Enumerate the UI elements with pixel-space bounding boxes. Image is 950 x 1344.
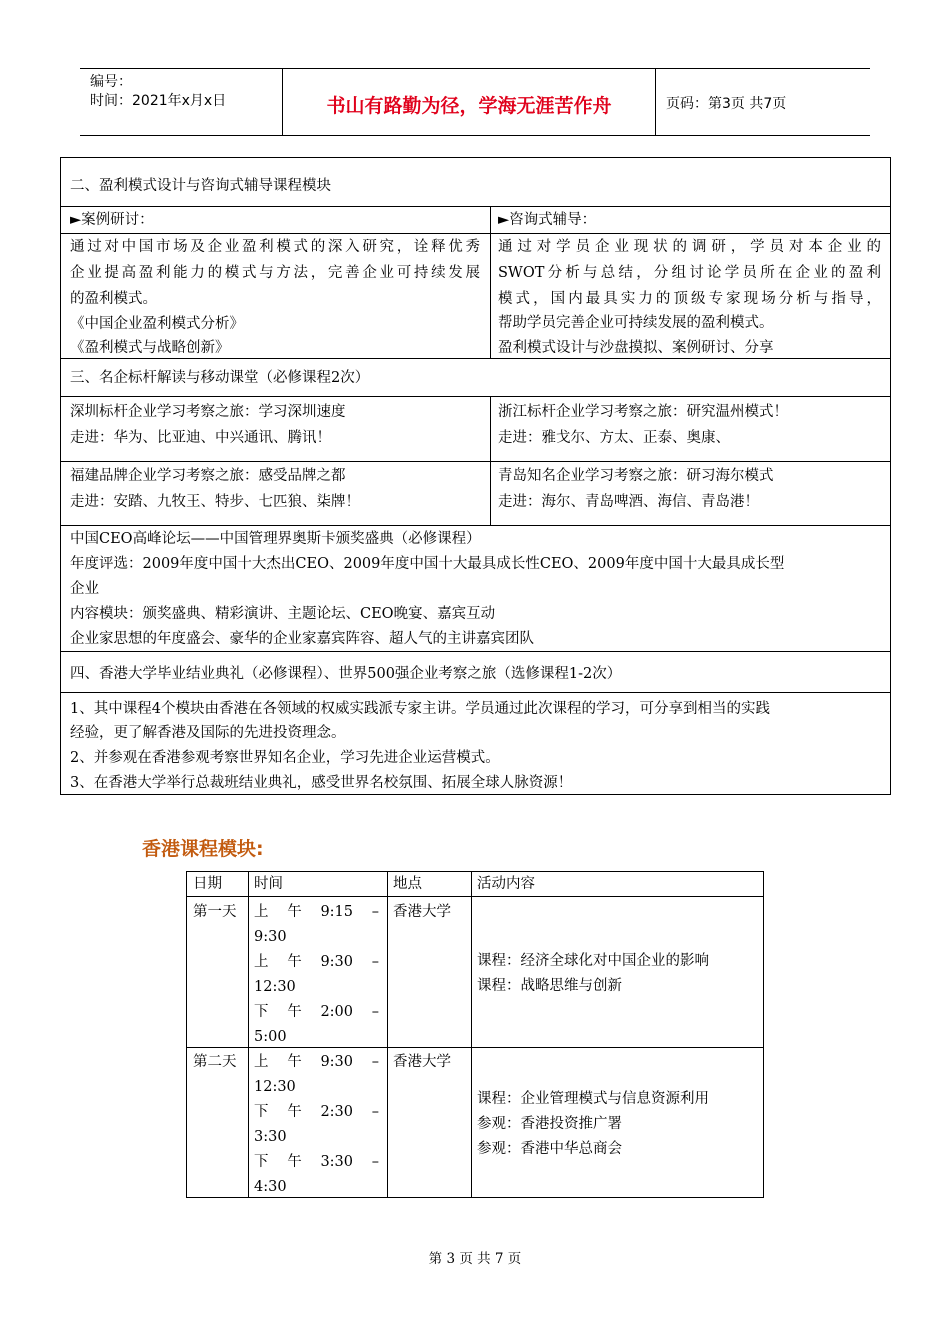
time-row: 3:30 xyxy=(254,1129,287,1145)
document-number-label: 编号： xyxy=(90,74,132,90)
activity-item: 参观：香港中华总商会 xyxy=(477,1141,622,1157)
text-line: 企业提高盈利能力的模式与方法，完善企业可持续发展 xyxy=(70,265,480,281)
trip-title: 浙江标杆企业学习考察之旅：研究温州模式！ xyxy=(498,404,788,420)
time-row: 4:30 xyxy=(254,1179,287,1195)
table-rule xyxy=(471,872,472,1197)
module4-title: 四、香港大学毕业结业典礼（必修课程）、世界500强企业考察之旅（选修课程1-2次） xyxy=(70,666,622,682)
time-row: 下 午 2:30 – xyxy=(254,1104,379,1120)
page-footer: 第 3 页 共 7 页 xyxy=(428,1251,522,1267)
book-title: 《中国企业盈利模式分析》 xyxy=(70,316,244,332)
consulting-heading: ►咨询式辅导： xyxy=(498,212,597,228)
module4-line: 经验，更了解香港及国际的先进投资理念。 xyxy=(70,725,346,741)
col-header-time: 时间 xyxy=(254,876,283,892)
time-row: 下 午 3:30 – xyxy=(254,1154,379,1170)
activity-item: 课程：经济全球化对中国企业的影响 xyxy=(477,953,709,969)
module4-line: 2、并参观在香港参观考察世界知名企业，学习先进企业运营模式。 xyxy=(70,750,500,766)
table-rule xyxy=(61,461,890,462)
time-row: 下 午 2:00 – xyxy=(254,1004,379,1020)
header-page-cell xyxy=(656,69,870,135)
table-rule xyxy=(61,692,890,693)
ceo-forum-line: 中国CEO高峰论坛——中国管理界奥斯卡颁奖盛典（必修课程） xyxy=(70,531,481,547)
text-line: 盈利模式设计与沙盘摸拟、案例研讨、分享 xyxy=(498,340,774,356)
text-line: 通过对学员企业现状的调研，学员对本企业的 xyxy=(498,239,881,255)
place-cell: 香港大学 xyxy=(393,1054,451,1070)
trip-visit: 走进：雅戈尔、方太、正泰、奥康、 xyxy=(498,430,730,446)
module4-line: 3、在香港大学举行总裁班结业典礼，感受世界名校氛围、拓展全球人脉资源！ xyxy=(70,775,573,791)
book-title: 《盈利模式与战略创新》 xyxy=(70,340,230,356)
text-line: 通过对中国市场及企业盈利模式的深入研究，诠释优秀 xyxy=(70,239,480,255)
ceo-forum-line: 内容模块：颁奖盛典、精彩演讲、主题论坛、CEO晚宴、嘉宾互动 xyxy=(70,606,496,622)
day-label: 第二天 xyxy=(193,1054,237,1070)
table-rule xyxy=(61,206,890,207)
table-rule xyxy=(248,872,249,1197)
header-meta-cell xyxy=(80,69,280,135)
table-rule xyxy=(490,206,491,358)
time-slots xyxy=(254,900,379,1050)
page-header xyxy=(80,68,870,136)
time-row: 上 午 9:30 – xyxy=(254,1054,379,1070)
activity-item: 参观：香港投资推广署 xyxy=(477,1116,622,1132)
table-rule xyxy=(61,396,890,397)
trip-title: 深圳标杆企业学习考察之旅：学习深圳速度 xyxy=(70,404,346,420)
trip-title: 青岛知名企业学习考察之旅：研习海尔模式 xyxy=(498,468,774,484)
header-motto-cell xyxy=(282,69,656,135)
trip-visit: 走进：华为、比亚迪、中兴通讯、腾讯！ xyxy=(70,430,331,446)
text-line: 的盈利模式。 xyxy=(70,291,157,307)
trip-visit: 走进：安踏、九牧王、特步、七匹狼、柒牌！ xyxy=(70,494,360,510)
time-row: 5:00 xyxy=(254,1029,287,1045)
module2-title: 二、盈利模式设计与咨询式辅导课程模块 xyxy=(70,178,331,194)
text-line: 模式，国内最具实力的顶级专家现场分析与指导， xyxy=(498,291,881,307)
time-row: 12:30 xyxy=(254,979,296,995)
table-rule xyxy=(490,396,491,525)
time-row: 12:30 xyxy=(254,1079,296,1095)
course-module-table xyxy=(60,157,891,795)
trip-title: 福建品牌企业学习考察之旅：感受品牌之都 xyxy=(70,468,346,484)
motto-text: 书山有路勤为径，学海无涯苦作舟 xyxy=(326,95,612,117)
day-label: 第一天 xyxy=(193,904,237,920)
document-date-label: 时间：2021年x月x日 xyxy=(90,93,227,109)
text-line: 帮助学员完善企业可持续发展的盈利模式。 xyxy=(498,315,774,331)
place-cell: 香港大学 xyxy=(393,904,451,920)
module3-title: 三、名企标杆解读与移动课堂（必修课程2次） xyxy=(70,370,370,386)
consulting-text xyxy=(498,234,881,312)
ceo-forum-line: 企业 xyxy=(70,581,99,597)
time-row: 9:30 xyxy=(254,929,287,945)
time-row: 上 午 9:30 – xyxy=(254,954,379,970)
activity-item: 课程：战略思维与创新 xyxy=(477,978,622,994)
text-line: SWOT分析与总结，分组讨论学员所在企业的盈利 xyxy=(498,265,881,281)
page-number-label: 页码：第3页 共7页 xyxy=(666,96,787,112)
schedule-table xyxy=(186,871,764,1198)
col-header-activity: 活动内容 xyxy=(477,876,535,892)
case-study-heading: ►案例研讨： xyxy=(70,212,154,228)
activity-item: 课程：企业管理模式与信息资源利用 xyxy=(477,1091,709,1107)
hk-module-heading: 香港课程模块: xyxy=(142,838,264,860)
module4-line: 1、其中课程4个模块由香港在各领域的权威实践派专家主讲。学员通过此次课程的学习，可分享到相当的实践 xyxy=(70,701,770,717)
col-header-date: 日期 xyxy=(193,876,222,892)
ceo-forum-line: 企业家思想的年度盛会、豪华的企业家嘉宾阵容、超人气的主讲嘉宾团队 xyxy=(70,631,534,647)
ceo-forum-line: 年度评选：2009年度中国十大杰出CEO、2009年度中国十大最具成长性CEO、2009年度中国十大最具成长型 xyxy=(70,556,785,572)
col-header-place: 地点 xyxy=(393,876,422,892)
case-study-text xyxy=(70,234,480,286)
trip-visit: 走进：海尔、青岛啤酒、海信、青岛港！ xyxy=(498,494,759,510)
time-row: 上 午 9:15 – xyxy=(254,904,379,920)
table-rule xyxy=(387,872,388,1197)
time-slots xyxy=(254,1050,379,1200)
